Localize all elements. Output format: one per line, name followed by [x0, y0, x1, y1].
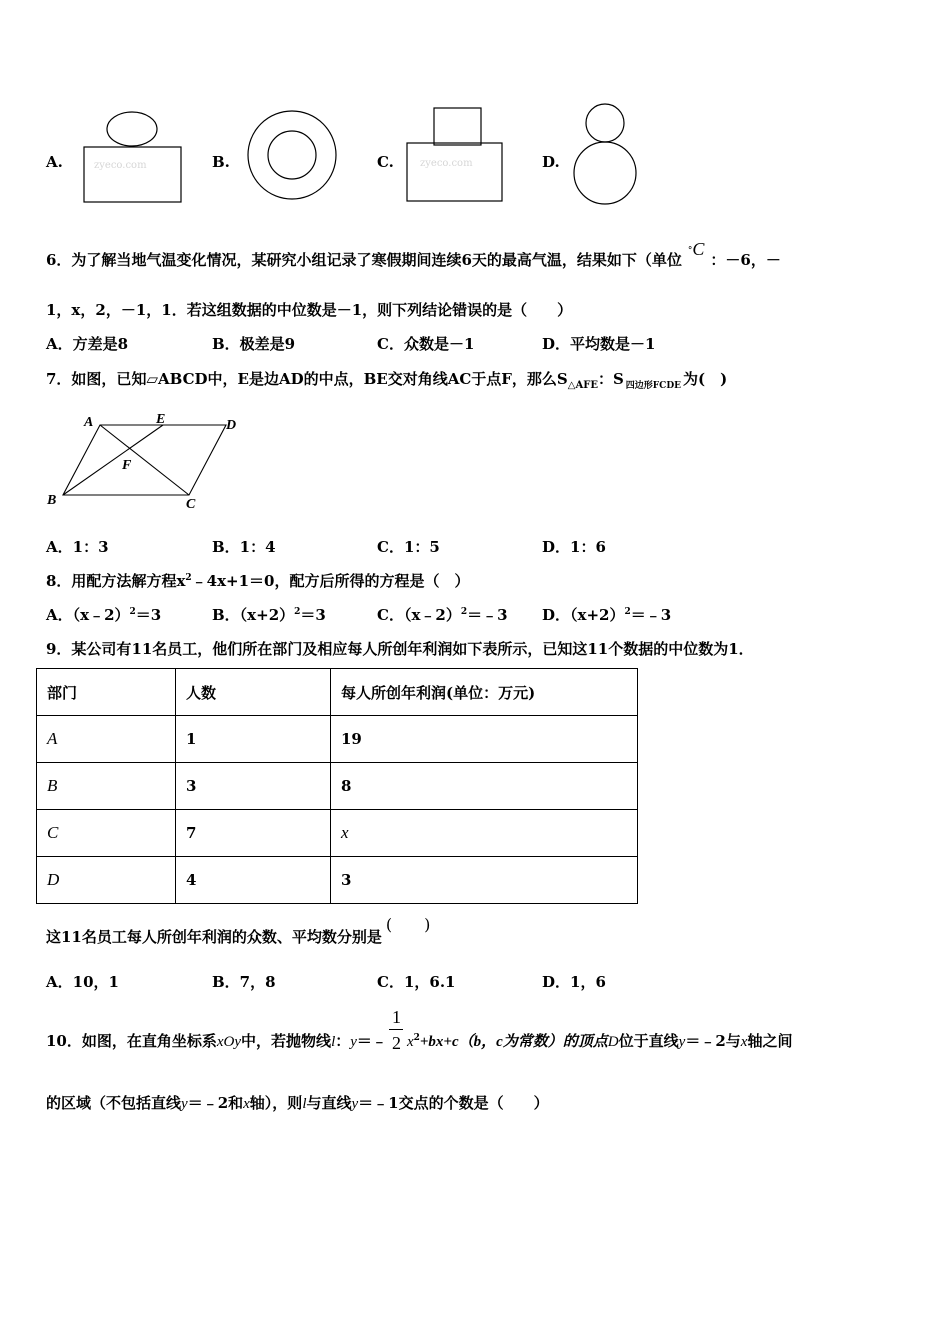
table-cell: D [47, 870, 60, 889]
q10-l2-x: x [243, 1096, 250, 1112]
q7-stem [46, 368, 727, 391]
q10-l2-c: 轴），则 [249, 1094, 303, 1112]
q7-parallelogram-figure [44, 405, 244, 513]
q7-option-c: C．1：5 [377, 538, 440, 556]
q8-a-pre: A．（x﹣2） [46, 606, 130, 624]
q5-option-c-label: C. [377, 153, 394, 171]
table-cell: A [47, 729, 58, 748]
q7-text-a: 7．如图，已知▱ABCD中，E是边AD的中点，BE交对角线AC于点F，那么S [46, 370, 568, 388]
outer-circle-shape [248, 111, 336, 199]
fraction-bar [389, 1029, 403, 1030]
q8-d-pre: D．（x+2） [542, 606, 625, 624]
q10-l2-e: ＝﹣1交点的个数是（ ） [358, 1094, 549, 1112]
q5-figure-d [570, 101, 640, 209]
q6-stem-line1 [46, 239, 781, 270]
q9-option-d: D．1，6 [542, 973, 606, 991]
q10-t1: 10．如图，在直角坐标系 [46, 1032, 217, 1050]
q10-t7: 位于直线 [618, 1032, 679, 1050]
q8-option-c [377, 604, 508, 625]
q8-d-post: ＝﹣3 [630, 606, 672, 624]
q10-l2-l: l [302, 1096, 307, 1112]
q10-l2-a: 的区域（不包括直线 [46, 1094, 182, 1112]
q5-option-a-label: A. [46, 153, 63, 171]
table-cell: 7 [176, 810, 331, 857]
q7-option-d: D．1：6 [542, 538, 606, 556]
q9-after-text: 这11名员工每人所创年利润的众数、平均数分别是 [46, 928, 382, 946]
q9-question [46, 915, 431, 947]
ellipse-shape [107, 112, 157, 146]
q9-option-b: B．7，8 [212, 973, 276, 991]
q6-option-d: D．平均数是－1 [542, 335, 656, 353]
q5-figure-a [80, 110, 184, 205]
table-header-row [37, 669, 638, 716]
table-row [37, 810, 638, 857]
q10-xoy: xOy [216, 1034, 242, 1050]
q10-d: D [607, 1034, 619, 1050]
large-circle-shape [574, 142, 636, 204]
q10-stem-line2 [46, 1092, 549, 1113]
q8-b-sup: 2 [294, 607, 301, 617]
q8-c-post: ＝﹣3 [467, 606, 508, 624]
q6-option-a: A．方差是8 [46, 335, 129, 353]
q5-figure-b [245, 108, 339, 202]
rectangle-shape [84, 147, 181, 202]
q6-option-b: B．极差是9 [212, 335, 296, 353]
q8-stem [46, 570, 469, 591]
q8-sup: 2 [185, 573, 192, 583]
header-cell: 每人所创年利润(单位：万元) [331, 669, 638, 716]
watermark-text: zyeco.com [94, 160, 147, 171]
q8-option-a [46, 604, 161, 625]
table-cell: 19 [331, 716, 638, 763]
q10-l2-b: ＝﹣2和 [187, 1094, 244, 1112]
q9-paren: ( ) [385, 915, 431, 934]
table-cell: C [47, 823, 59, 842]
q10-l: l [331, 1034, 336, 1050]
q9-option-c: C．1，6.1 [377, 973, 456, 991]
table-cell: x [341, 823, 349, 842]
q8-d-sup: 2 [624, 607, 631, 617]
inner-circle-shape [268, 131, 316, 179]
q6-option-c: C．众数是－1 [377, 335, 475, 353]
q8-b-post: ＝3 [300, 606, 326, 624]
q6-unit: C [692, 239, 705, 259]
q9-profit-table [36, 668, 638, 904]
q6-stem-line2: 1，x，2，－1，1．若这组数据的中位数是－1，则下列结论错误的是（ ） [46, 301, 573, 319]
q10-stem-line1 [46, 1007, 793, 1053]
table-row [37, 857, 638, 904]
label-c: C [186, 497, 196, 512]
q8-a-post: ＝3 [135, 606, 162, 624]
q7-option-b: B．1：4 [212, 538, 276, 556]
q7-text-c: 为( ) [683, 370, 728, 388]
q10-t8: ＝﹣2与 [685, 1032, 741, 1050]
q8-c-pre: C．（x﹣2） [377, 606, 461, 624]
q8-b-pre: B．（x+2） [212, 606, 295, 624]
label-f: F [122, 458, 132, 473]
fraction-denominator: 2 [391, 1033, 401, 1053]
q8-option-b [212, 604, 326, 625]
q9-option-a: A．10，1 [46, 973, 119, 991]
q10-x-axis: x [740, 1034, 748, 1050]
q10-t2: 中，若抛物线 [241, 1032, 332, 1050]
q8-text-a: 8．用配方法解方程x [46, 572, 186, 590]
q10-y: y [350, 1034, 357, 1050]
header-cell: 人数 [176, 669, 331, 716]
q7-text-b: ：S [597, 370, 624, 388]
fraction-numerator: 1 [391, 1007, 401, 1027]
q6-text-b: ：－6，－ [710, 251, 781, 269]
small-circle-shape [586, 104, 624, 142]
q7-sub-afe: △AFE [567, 380, 598, 391]
label-e: E [156, 412, 166, 427]
q10-y2: y [678, 1034, 686, 1050]
q7-sub-fcde: 四边形FCDE [625, 381, 681, 391]
table-cell: B [47, 776, 58, 795]
q9-stem: 9．某公司有11名员工，他们所在部门及相应每人所创年利润如下表所示，已知这11个数据的中位数为1． [46, 640, 754, 658]
q5-option-d-label: D. [542, 153, 560, 171]
q10-t3: ： [335, 1032, 351, 1050]
degree-mark: ° [687, 246, 693, 256]
q6-text-a: 6．为了解当地气温变化情况，某研究小组记录了寒假期间连续6天的最高气温，结果如下（单位 [46, 251, 682, 269]
q10-l2-y2: y [351, 1096, 359, 1112]
small-rectangle-shape [434, 108, 481, 145]
q8-a-sup: 2 [129, 607, 136, 617]
q10-l2-y: y [181, 1096, 188, 1112]
table-cell: 3 [331, 857, 638, 904]
q10-l2-d: 与直线 [306, 1094, 352, 1112]
q5-option-b-label: B. [212, 153, 230, 171]
q8-option-d [542, 604, 671, 625]
table-cell: 3 [176, 763, 331, 810]
label-d: D [226, 418, 237, 433]
large-rectangle-shape [407, 143, 502, 201]
watermark-text: zyeco.com [420, 158, 473, 169]
header-cell: 部门 [37, 669, 176, 716]
q8-c-sup: 2 [460, 607, 468, 617]
label-b: B [47, 493, 57, 508]
label-a: A [84, 415, 94, 430]
table-row [37, 716, 638, 763]
q10-sup: 2 [413, 1033, 420, 1043]
q8-text-b: ﹣4x+1＝0，配方后所得的方程是（ ） [191, 572, 470, 590]
q10-t9: 轴之间 [747, 1032, 793, 1050]
table-row [37, 763, 638, 810]
q10-t4: ＝﹣ [356, 1032, 387, 1050]
table-cell: 1 [176, 716, 331, 763]
q10-t6: +bx+c（b，c为常数）的顶点 [419, 1034, 608, 1050]
q7-option-a: A．1：3 [46, 538, 109, 556]
q10-x: x [406, 1034, 414, 1050]
table-cell: 8 [331, 763, 638, 810]
table-cell: 4 [176, 857, 331, 904]
q10-fraction [389, 1007, 405, 1053]
q5-figure-c [404, 106, 506, 204]
